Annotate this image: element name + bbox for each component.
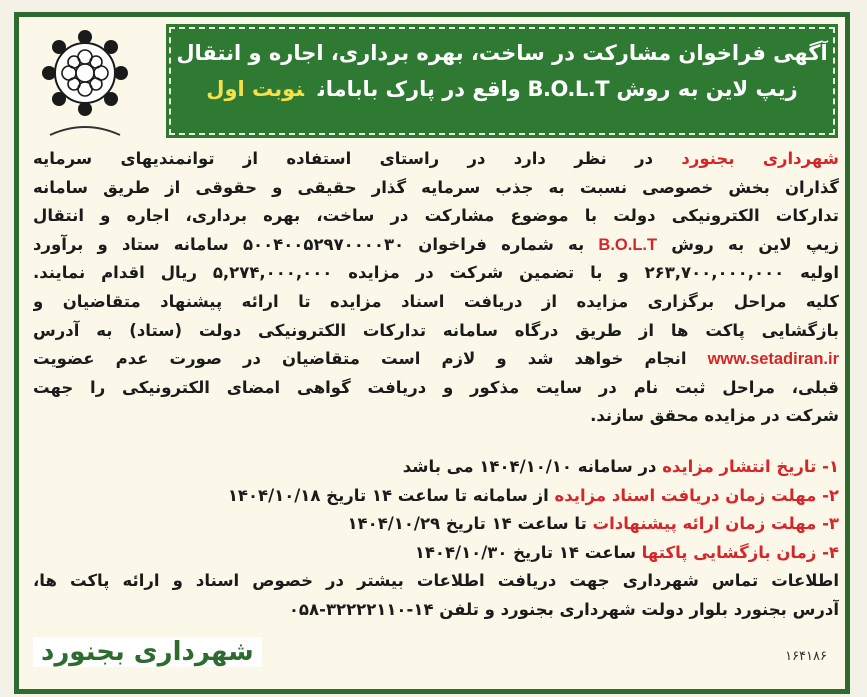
body-text: انجام خواهد شد و لازم است متقاضیان در صورت عدم عضویت [33, 349, 708, 369]
body-line: بازگشایی پاکت ها از طریق درگاه سامانه تدارکات الکترونیکی دولت (ستاد) به آدرس [33, 320, 839, 340]
schedule-item [33, 482, 839, 511]
header-title-line2-text: زیپ لاین به روش B.O.L.T واقع در پارک بابامان [317, 77, 798, 101]
contact-line: اطلاعات تماس شهرداری جهت دریافت اطلاعات بیشتر در خصوص اسناد و ارائه پاکت ها، [33, 571, 839, 591]
schedule-text: در سامانه ۱۴۰۴/۱۰/۱۰ می باشد [402, 456, 663, 476]
schedule-text: تا ساعت ۱۴ تاریخ ۱۴۰۴/۱۰/۲۹ [347, 514, 593, 534]
body-line [33, 145, 839, 174]
footer-signature: شهرداری بجنورد [33, 637, 262, 667]
setadiran-link[interactable]: www.setadiran.ir [707, 350, 839, 369]
bolt-method: B.O.L.T [598, 235, 658, 254]
schedule-text: از سامانه تا ساعت ۱۴ تاریخ ۱۴۰۴/۱۰/۱۸ [227, 485, 555, 505]
announcement-frame [14, 12, 850, 694]
body-line: تدارکات الکترونیکی دولت با موضوع مشارکت در ساخت، بهره برداری، اجاره و انتقال [33, 206, 839, 226]
schedule-item [33, 539, 839, 568]
body-line: قبلی، مراحل ثبت نام در سایت مذکور و دریافت گواهی امضای الکترونیکی را جهت [33, 377, 839, 397]
body-text: زیپ لاین به روش [657, 234, 839, 254]
announcement-header [169, 27, 835, 135]
body-line [33, 345, 839, 374]
schedule-text: ساعت ۱۴ تاریخ ۱۴۰۴/۱۰/۳۰ [414, 542, 642, 562]
body-text: به شماره فراخوان ۵۰۰۴۰۰۵۲۹۷۰۰۰۰۳۰ سامانه ستاد و برآورد [33, 234, 599, 254]
body-line: اولیه ۲۶۳,۷۰۰,۰۰۰,۰۰۰ و با تضمین شرکت در مزایده ۵,۲۷۴,۰۰۰,۰۰۰ ریال اقدام نمایند. [33, 263, 839, 283]
schedule-label: ۳- مهلت زمان ارائه پیشنهادات [592, 514, 839, 534]
schedule-label: ۲- مهلت زمان دریافت اسناد مزایده [554, 485, 839, 505]
body-line [33, 231, 839, 260]
ad-code: ۱۶۴۱۸۶ [785, 649, 827, 664]
municipality-logo-icon [35, 27, 135, 147]
schedule-label: ۱- تاریخ انتشار مزایده [662, 456, 839, 476]
municipality-name: شهرداری بجنورد [681, 149, 839, 168]
header-title-line1: آگهی فراخوان مشارکت در ساخت، بهره برداری، اجاره و انتقال [176, 41, 828, 65]
turn-badge: نوبت اول [206, 77, 304, 101]
schedule-label: ۴- زمان بازگشایی پاکتها [641, 542, 839, 562]
body-line: کلیه مراحل برگزاری مزایده از دریافت اسناد مزایده تا ارائه پیشنهاد متقاضیان و [33, 291, 839, 311]
body-text: در نظر دارد در راستای استفاده از توانمندیهای سرمایه [33, 149, 682, 168]
body-line: شرکت در مزایده محقق سازند. [590, 406, 839, 426]
schedule-item [33, 510, 839, 539]
schedule-item [33, 453, 839, 482]
body-line: گذاران بخش خصوصی نسبت به جذب سرمایه گذار حقیقی و حقوقی از طریق سامانه [33, 177, 839, 197]
header-title-line2 [171, 77, 833, 101]
announcement-body [33, 145, 839, 625]
contact-line: آدرس بجنورد بلوار دولت شهرداری بجنورد و تلفن ۱۴-۳۲۲۲۲۱۱۰-۰۵۸ [288, 599, 839, 619]
